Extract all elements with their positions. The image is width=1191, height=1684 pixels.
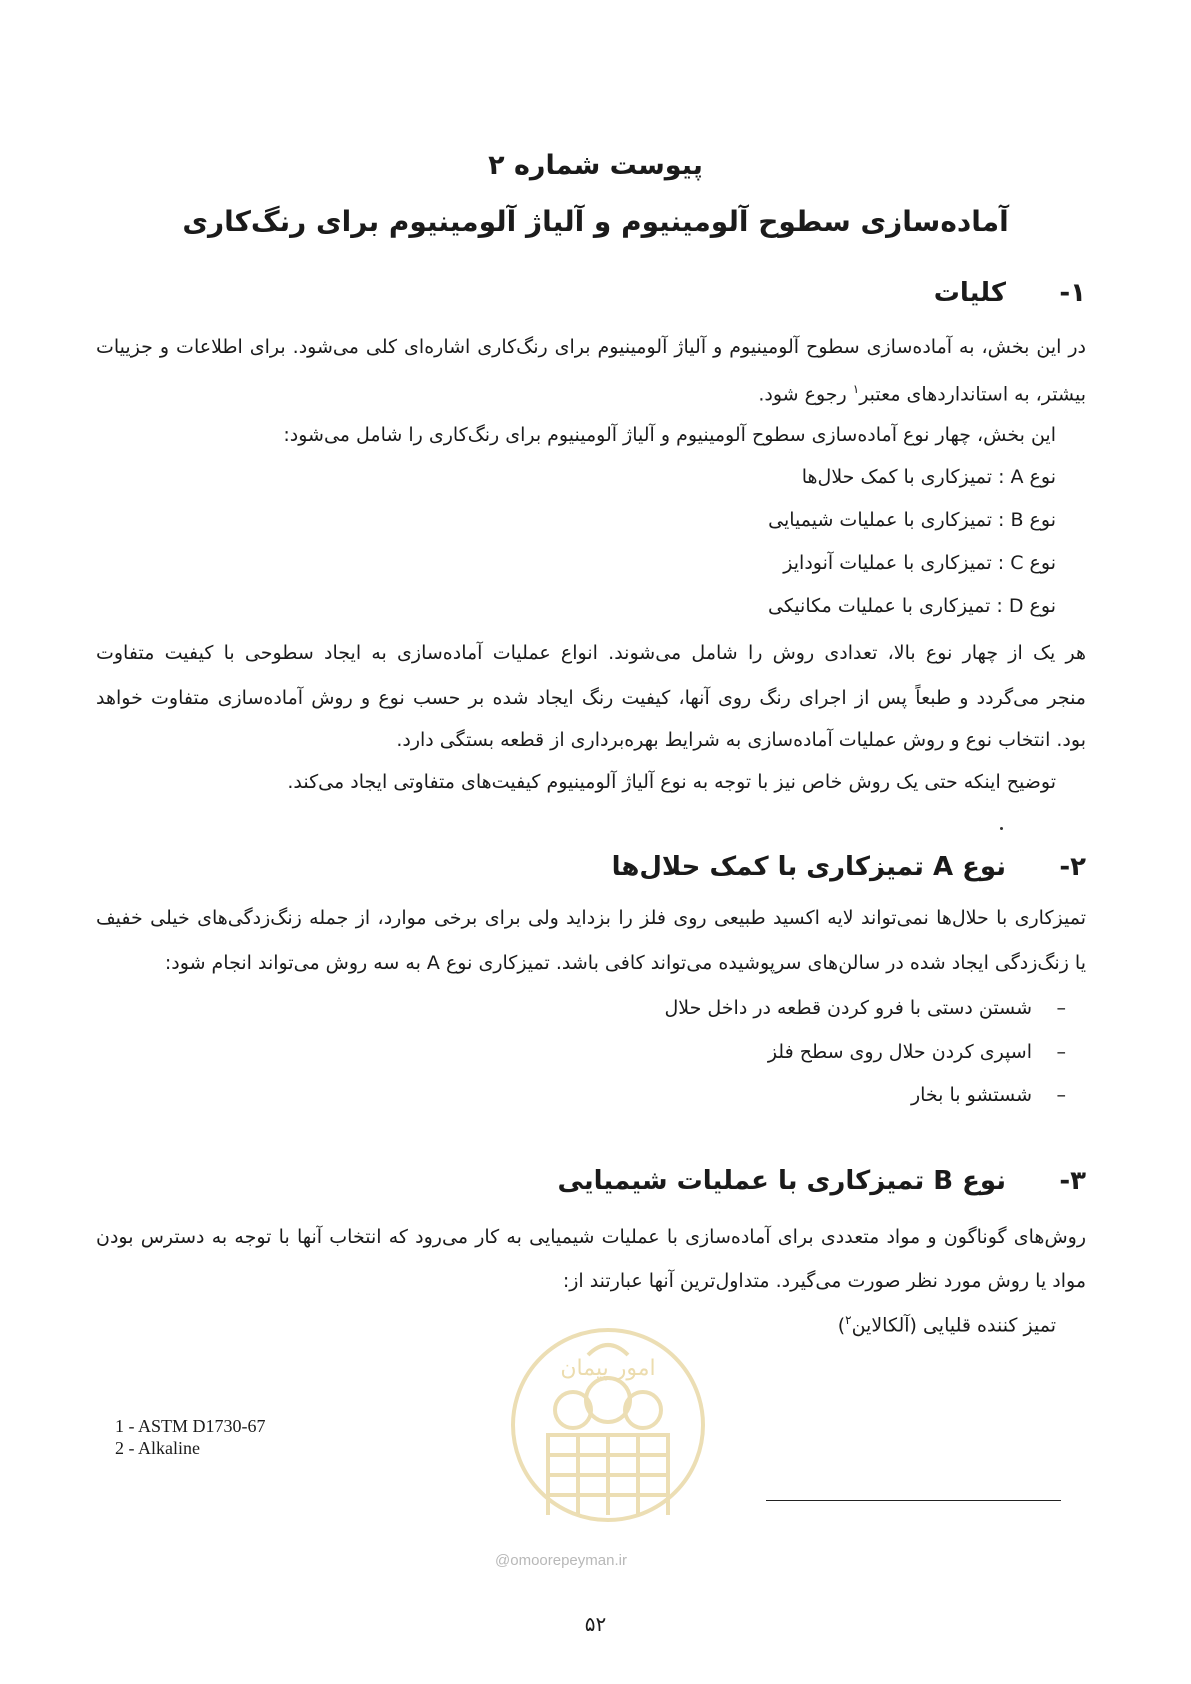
list-item-text: تمیز کننده قلیایی (آلکالاین: [851, 1314, 1056, 1337]
section-3-title: نوع B تمیزکاری با عملیات شیمیایی: [557, 1166, 1006, 1196]
footnote-1: 1 - ASTM D1730-67: [115, 1416, 266, 1436]
list-item: نوع C : تمیزکاری با عملیات آنودایز: [783, 552, 1056, 574]
bullet-item: [166, 993, 1066, 1023]
paragraph-line: هر یک از چهار نوع بالا، تعدادی روش را شامل می‌شوند. انواع عملیات آماده‌سازی به ایجاد سطوحی با کیفیت متفاوت: [96, 642, 1086, 664]
page-number: ۵۲: [584, 1612, 607, 1636]
section-2-number: ۲-: [1059, 852, 1086, 882]
paragraph-line: تمیزکاری با حلال‌ها نمی‌تواند لایه اکسید طبیعی روی فلز را بزداید ولی برای برخی موارد، از جمله زنگ‌زدگی‌های خیلی خفیف: [96, 907, 1086, 929]
dash-marker: –: [1056, 997, 1066, 1019]
bullet-text: شستشو با بخار: [910, 1084, 1032, 1106]
closing-paren: ): [837, 1314, 846, 1337]
appendix-title: پیوست شماره ۲: [488, 150, 703, 181]
list-item: نوع B : تمیزکاری با عملیات شیمیایی: [768, 509, 1056, 531]
paragraph-line: در این بخش، به آماده‌سازی سطوح آلومینیوم و آلیاژ آلومینیوم برای رنگ‌کاری اشاره‌ای کلی می‌شود. برای اطلاعات و جزییات: [96, 336, 1086, 358]
paragraph-line: توضیح اینکه حتی یک روش خاص نیز با توجه به نوع آلیاژ آلومینیوم کیفیت‌های متفاوتی ایجاد می‌کند.: [287, 771, 1056, 793]
section-3-heading: [386, 1166, 1086, 1206]
bullet-item: [166, 1080, 1066, 1110]
footnote-ref-2: ۲: [845, 1313, 852, 1327]
paragraph-line: روش‌های گوناگون و مواد متعددی برای آماده‌سازی با عملیات شیمیایی به کار می‌رود که انتخاب آنها با توجه به دسترس بودن: [96, 1226, 1086, 1248]
section-3-number: ۳-: [1059, 1166, 1086, 1196]
section-1-title: کلیات: [933, 278, 1006, 308]
bullet-text: اسپری کردن حلال روی سطح فلز: [767, 1041, 1032, 1063]
dash-marker: –: [1056, 1041, 1066, 1063]
footnote-2: 2 - Alkaline: [115, 1438, 200, 1458]
list-item: [96, 1305, 1056, 1335]
section-1-number: ۱-: [1059, 278, 1086, 308]
paragraph-line: این بخش، چهار نوع آماده‌سازی سطوح آلومینیوم و آلیاژ آلومینیوم برای رنگ‌کاری را شامل می‌شود:: [283, 424, 1056, 446]
footnote-rule: [766, 1500, 1061, 1501]
section-2-heading: [386, 852, 1086, 892]
paragraph-line: یا زنگ‌زدگی ایجاد شده در سالن‌های سرپوشیده می‌تواند کافی باشد. تمیزکاری نوع A به سه روش می‌تواند انجام شود:: [164, 952, 1086, 974]
list-item: نوع D : تمیزکاری با عملیات مکانیکی: [767, 595, 1056, 617]
bullet-text: شستن دستی با فرو کردن قطعه در داخل حلال: [664, 997, 1032, 1019]
dash-marker: –: [1056, 1084, 1066, 1106]
footnote-ref-1: ۱: [852, 382, 860, 396]
paragraph-line: [96, 374, 1086, 404]
paragraph-text: بیشتر، به استانداردهای معتبر: [859, 383, 1086, 406]
section-1-heading: [386, 278, 1086, 318]
watermark-logo: [488, 1305, 728, 1570]
bullet-item: [166, 1037, 1066, 1067]
main-title: آماده‌سازی سطوح آلومینیوم و آلیاژ آلومینیوم برای رنگ‌کاری: [182, 205, 1009, 238]
watermark-url: @omoorepeyman.ir: [495, 1552, 627, 1569]
paragraph-text: رجوع شود.: [758, 383, 847, 406]
paragraph-line: منجر می‌گردد و طبعاً پس از اجرای رنگ روی آنها، کیفیت رنگ ایجاد شده بر حسب نوع و روش آماده‌سازی متفاوت خواهد: [96, 687, 1086, 709]
list-item: نوع A : تمیزکاری با کمک حلال‌ها: [801, 466, 1056, 488]
scan-speck: [1000, 827, 1003, 830]
paragraph-line: بود. انتخاب نوع و روش عملیات آماده‌سازی به شرایط بهره‌برداری از قطعه بستگی دارد.: [396, 729, 1086, 751]
section-2-title: نوع A تمیزکاری با کمک حلال‌ها: [611, 852, 1006, 882]
watermark-text: امور پیمان: [560, 1356, 656, 1381]
paragraph-line: مواد یا روش مورد نظر صورت می‌گیرد. متداول‌ترین آنها عبارتند از:: [562, 1270, 1086, 1292]
